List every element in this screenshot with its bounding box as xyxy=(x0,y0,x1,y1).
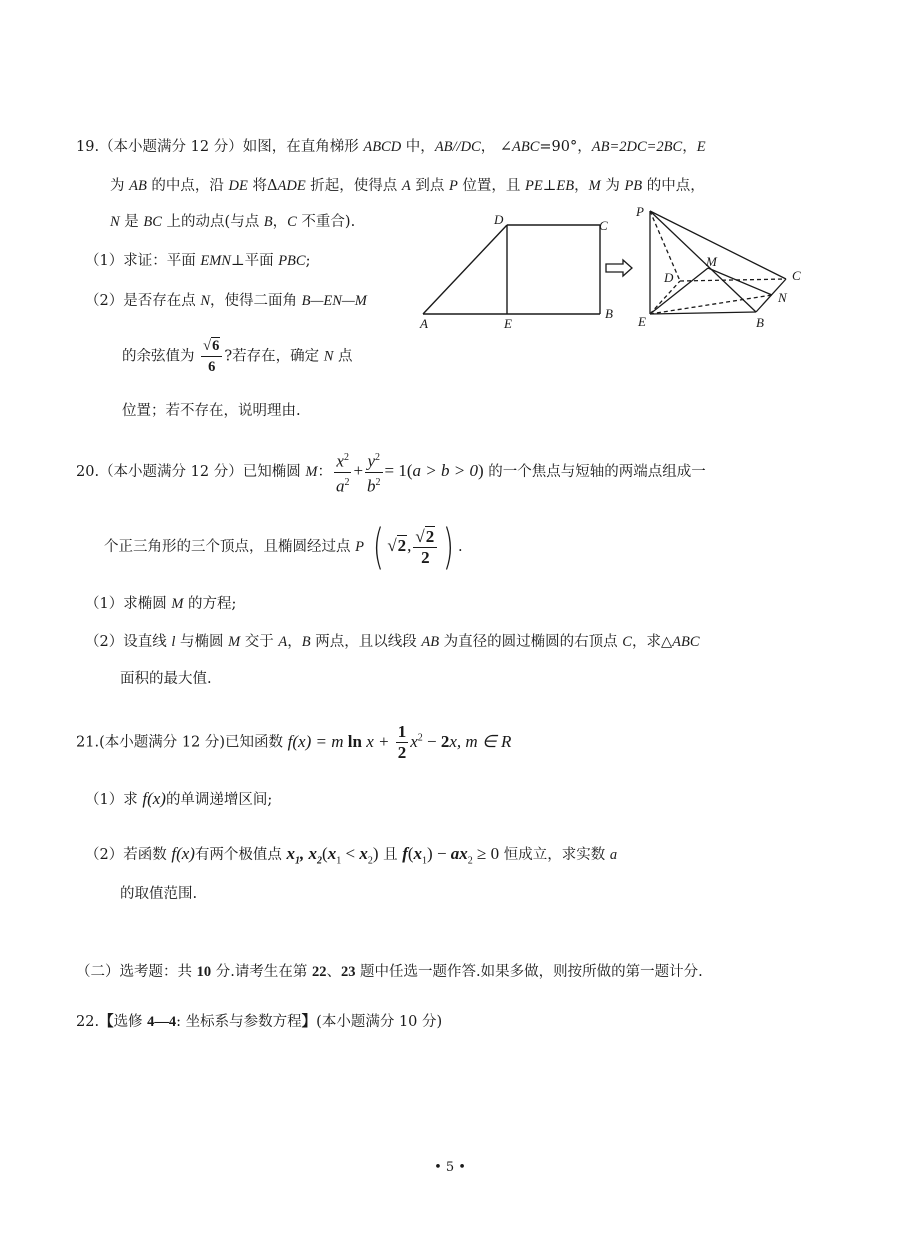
q20-line1: 20.（本小题满分 12 分）已知椭圆 M： $\frac{x^2}{a^2}$ + $\frac{y^2}{b^2}$ = 1(a > b > 0) 的一个焦点与短轴的两端点组成一 xyxy=(76,446,706,497)
edge-em xyxy=(650,268,708,314)
label-d: D xyxy=(494,212,504,227)
q20-part2-end: 面积的最大值. xyxy=(120,671,212,687)
q19-part2-end: 位置；若不存在，说明理由. xyxy=(122,403,301,419)
page-number: • 5 • xyxy=(434,1160,466,1175)
edge-pc xyxy=(650,211,786,279)
pyramid-figure xyxy=(650,211,786,314)
q19-line2: 为 AB 的中点，沿 DE 将ΔADE 折起，使得点 A 到点 P 位置，且 PE⊥EB，M 为 PB 的中点， xyxy=(110,178,705,194)
q19-part2-cont: 的余弦值为 $\frac{√6}{6}$ ?若存在，确定 N 点 xyxy=(122,338,353,375)
q20-line2: 个正三角形的三个顶点，且椭圆经过点 P ( √2, $\frac{√2}{2}$ ) . xyxy=(104,519,463,575)
fold-arrow-icon xyxy=(606,260,632,276)
label-d-3d: D xyxy=(664,270,674,285)
label-c-3d: C xyxy=(792,268,801,283)
fraction-sqrt6-over-6: $\frac{√6}{6}$ xyxy=(201,336,222,377)
q19-line1: 19.（本小题满分 12 分）如图，在直角梯形 ABCD 中，AB//DC， ∠ABC=90°，AB=2DC=2BC，E xyxy=(76,139,706,155)
q19-part2: （2）是否存在点 N，使得二面角 B—EN—M xyxy=(85,293,367,309)
section-2-instructions: （二）选考题：共 10 分.请考生在第 22、23 题中任选一题作答.如果多做，则按所做的第一题计分. xyxy=(76,964,703,980)
label-b: B xyxy=(605,306,613,321)
edge-mn xyxy=(708,268,772,295)
q19-line3: N 是 BC 上的动点(与点 B，C 不重合). xyxy=(110,214,356,230)
label-c: C xyxy=(599,218,608,233)
label-m: M xyxy=(706,254,717,269)
trapezoid-figure xyxy=(423,225,600,314)
q20-part1: （1）求椭圆 M 的方程; xyxy=(85,596,237,612)
label-e: E xyxy=(504,316,512,331)
edge-ad xyxy=(423,225,507,314)
q21-part1: （1）求 f(x)的单调递增区间; xyxy=(85,789,273,808)
edge-eb xyxy=(650,312,756,314)
label-e-3d: E xyxy=(638,314,646,329)
label-b-3d: B xyxy=(756,315,764,330)
q19-figures xyxy=(410,200,820,340)
label-n: N xyxy=(778,290,787,305)
question-number: 19. xyxy=(76,139,100,155)
q21-part2-end: 的取值范围. xyxy=(120,886,198,902)
q19-part1: （1）求证：平面 EMN⊥平面 PBC; xyxy=(85,253,311,269)
edge-dc-3d xyxy=(680,279,786,281)
label-p: P xyxy=(636,204,644,219)
q21-line1: 21.(本小题满分 12 分)已知函数 f(x) = m ln x + $\frac{1}{2}$ $x^2 - 2x$, m ∈ R xyxy=(76,722,512,763)
q21-part2: （2）若函数 f(x)有两个极值点 $x_1$, $x_2(x_1 < x_2)$ 且 $f(x_1) - ax_2 \ge 0$ 恒成立，求实数 a xyxy=(85,844,618,867)
q20-part2: （2）设直线 l 与椭圆 M 交于 A，B 两点，且以线段 AB 为直径的圆过椭圆的右顶点 C，求△ABC xyxy=(85,634,700,650)
q22-heading: 22.【选修 4—4: 坐标系与参数方程】(本小题满分 10 分) xyxy=(76,1014,443,1030)
edge-ed xyxy=(650,281,680,314)
label-a: A xyxy=(420,316,428,331)
edge-en xyxy=(650,295,772,314)
